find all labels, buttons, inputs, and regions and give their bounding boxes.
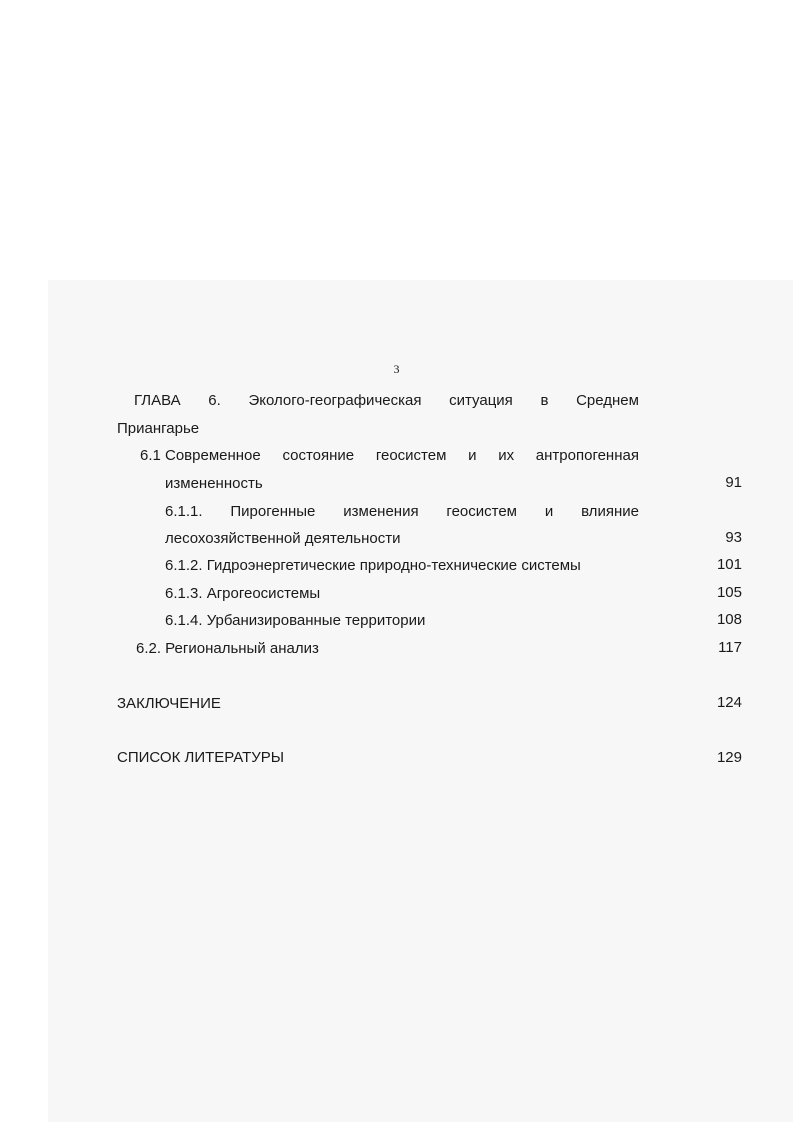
word: Пирогенные [230,503,316,520]
word: ситуация [449,392,513,409]
page-number: 3 [393,362,400,376]
word: антропогенная [535,447,639,464]
toc-conclusion-page: 124 [716,694,742,711]
word: ГЛАВА [134,392,181,409]
word: влияние [581,503,639,520]
word: геосистем [446,503,517,520]
toc-s6-1-page: 91 [725,474,742,491]
word: в [540,392,549,409]
toc-chapter6-line2: Приангарье [117,420,200,437]
toc-chapter6-line1 [134,391,639,411]
toc-s6-1-number: 6.1 [140,447,161,464]
toc-s6-1-4-title: 6.1.4. Урбанизированные территории [165,612,426,629]
toc-s6-1-line1 [165,446,639,466]
toc-s6-1-2-page: 101 [716,556,742,573]
toc-references-title: СПИСОК ЛИТЕРАТУРЫ [117,749,285,766]
toc-references-page: 129 [716,749,742,766]
toc-s6-1-2-title: 6.1.2. Гидроэнергетические природно-технические системы [165,557,581,574]
word: изменения [343,503,419,520]
word: состояние [282,447,355,464]
word: Эколого-географическая [248,392,422,409]
toc-s6-1-line2: измененность [165,475,263,492]
toc-conclusion-title: ЗАКЛЮЧЕНИЕ [117,695,221,712]
word: Среднем [576,392,639,409]
word: 6. [208,392,221,409]
toc-s6-1-4-page: 108 [716,611,742,628]
word: Современное [165,447,261,464]
toc-s6-1-1-page: 93 [725,529,742,546]
toc-s6-1-1-line1 [165,502,639,522]
toc-s6-2-page: 117 [718,639,742,656]
word: их [498,447,515,464]
toc-s6-1-3-title: 6.1.3. Агрогеосистемы [165,585,321,602]
word: и [468,447,477,464]
toc-s6-2-title: 6.2. Региональный анализ [136,640,319,657]
word: 6.1.1. [165,503,203,520]
toc-s6-1-1-line2: лесохозяйственной деятельности [165,530,401,547]
toc-s6-1-3-page: 105 [716,584,742,601]
word: и [544,503,554,520]
word: геосистем [375,447,447,464]
